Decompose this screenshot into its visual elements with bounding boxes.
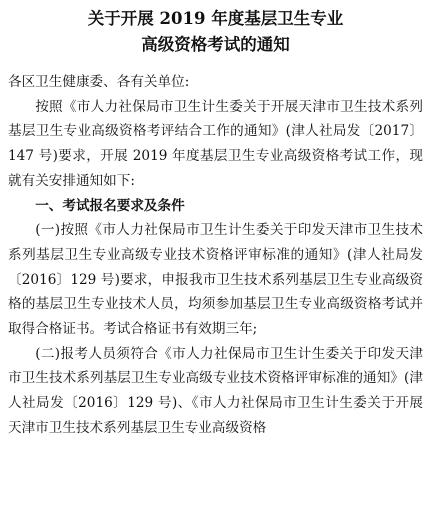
section-heading: 一、考试报名要求及条件 [35, 197, 185, 214]
requirement-item-1: (一)按照《市人力社保局市卫生计生委关于印发天津市卫生技术系列基层卫生专业高级专业技术资格评审标准的通知》(津人社局发〔2016〕129 号)要求，申报我市卫生技术系列基层卫生专业高级资格的基层卫生专业技术人员，均须参加基层卫生专业高级资格考试并取得合格证书。考试合格证书有效期三年; [8, 222, 423, 338]
intro-paragraph: 按照《市人力社保局市卫生计生委关于开展天津市卫生技术系列基层卫生专业高级资格考评结合工作的通知》(津人社局发〔2017〕147 号)要求，开展 2019 年度基层卫生专业高级资格考试工作，现就有关安排通知如下: [8, 98, 423, 189]
title-line-1: 关于开展 2019 年度基层卫生专业 [87, 9, 344, 28]
title-line-2: 高级资格考试的通知 [141, 35, 290, 54]
requirement-item-2: (二)报考人员须符合《市人力社保局市卫生计生委关于印发天津市卫生技术系列基层卫生专业高级专业技术资格评审标准的通知》(津人社局发〔2016〕129 号)、《市人力社保局市卫生计生委关于开展天津市卫生技术系列基层卫生专业高级资格 [8, 345, 423, 436]
greeting-line: 各区卫生健康委、各有关单位: [8, 74, 190, 90]
document-title [8, 6, 423, 58]
